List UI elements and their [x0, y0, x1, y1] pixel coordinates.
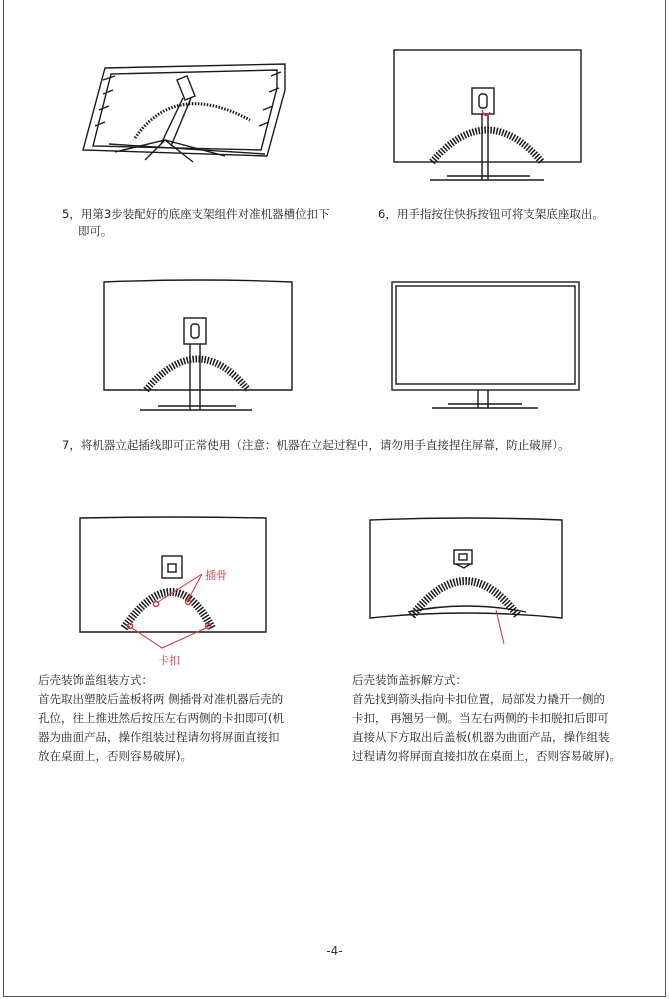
caption-step7	[62, 437, 570, 454]
install-line: 孔位，往上推进然后按压左右两侧的卡扣即可(机	[38, 711, 284, 725]
install-line: 首先取出塑胶后盖板将两 侧插骨对准机器后壳的	[38, 692, 284, 706]
remove-line: 卡扣， 再翘另一侧。当左右两侧的卡扣脱扣后即可	[352, 711, 609, 725]
figure-step6-monitor-back	[392, 48, 584, 186]
remove-line: 直接从下方取出后盖板(机器为曲面产品，操作组装	[352, 730, 610, 744]
caption-step5-line-2: 即可。	[78, 224, 113, 238]
install-line: 器为曲面产品，操作组装过程请勿将屏面直接扣	[38, 730, 280, 744]
figure-cover-remove	[368, 516, 564, 650]
label-insert-rib: 插骨	[205, 569, 227, 582]
caption-step5-line-1: 5，用第3步装配好的底座支架组件对准机器槽位扣下	[62, 207, 330, 221]
remove-line: 过程请勿将屏面直接扣放在桌面上，否则容易破屏)。	[352, 749, 621, 763]
figure-step7-monitor-back	[102, 278, 294, 414]
install-title: 后壳装饰盖组装方式：	[38, 673, 153, 687]
caption-step7-text: 7，将机器立起插线即可正常使用（注意：机器在立起过程中，请勿用手直接捏住屏幕，防止破屏）。	[62, 438, 570, 452]
remove-line: 首先找到箭头指向卡扣位置，局部发力撬开一侧的	[352, 692, 605, 706]
figure-step7-monitor-front	[390, 280, 582, 412]
caption-step6	[378, 206, 604, 223]
figure-step5-monitor-facedown	[75, 60, 295, 170]
install-instructions	[38, 671, 284, 766]
install-line: 放在桌面上，否则容易破屏)。	[38, 749, 192, 763]
remove-instructions	[352, 671, 621, 766]
remove-title: 后壳装饰盖拆解方式：	[352, 673, 467, 687]
caption-step6-text: 6，用手指按住快拆按钮可将支架底座取出。	[378, 207, 604, 221]
page-number: -4-	[326, 944, 343, 958]
figure-cover-install	[78, 516, 270, 656]
label-clip: 卡扣	[158, 654, 180, 667]
caption-step5	[62, 206, 330, 240]
